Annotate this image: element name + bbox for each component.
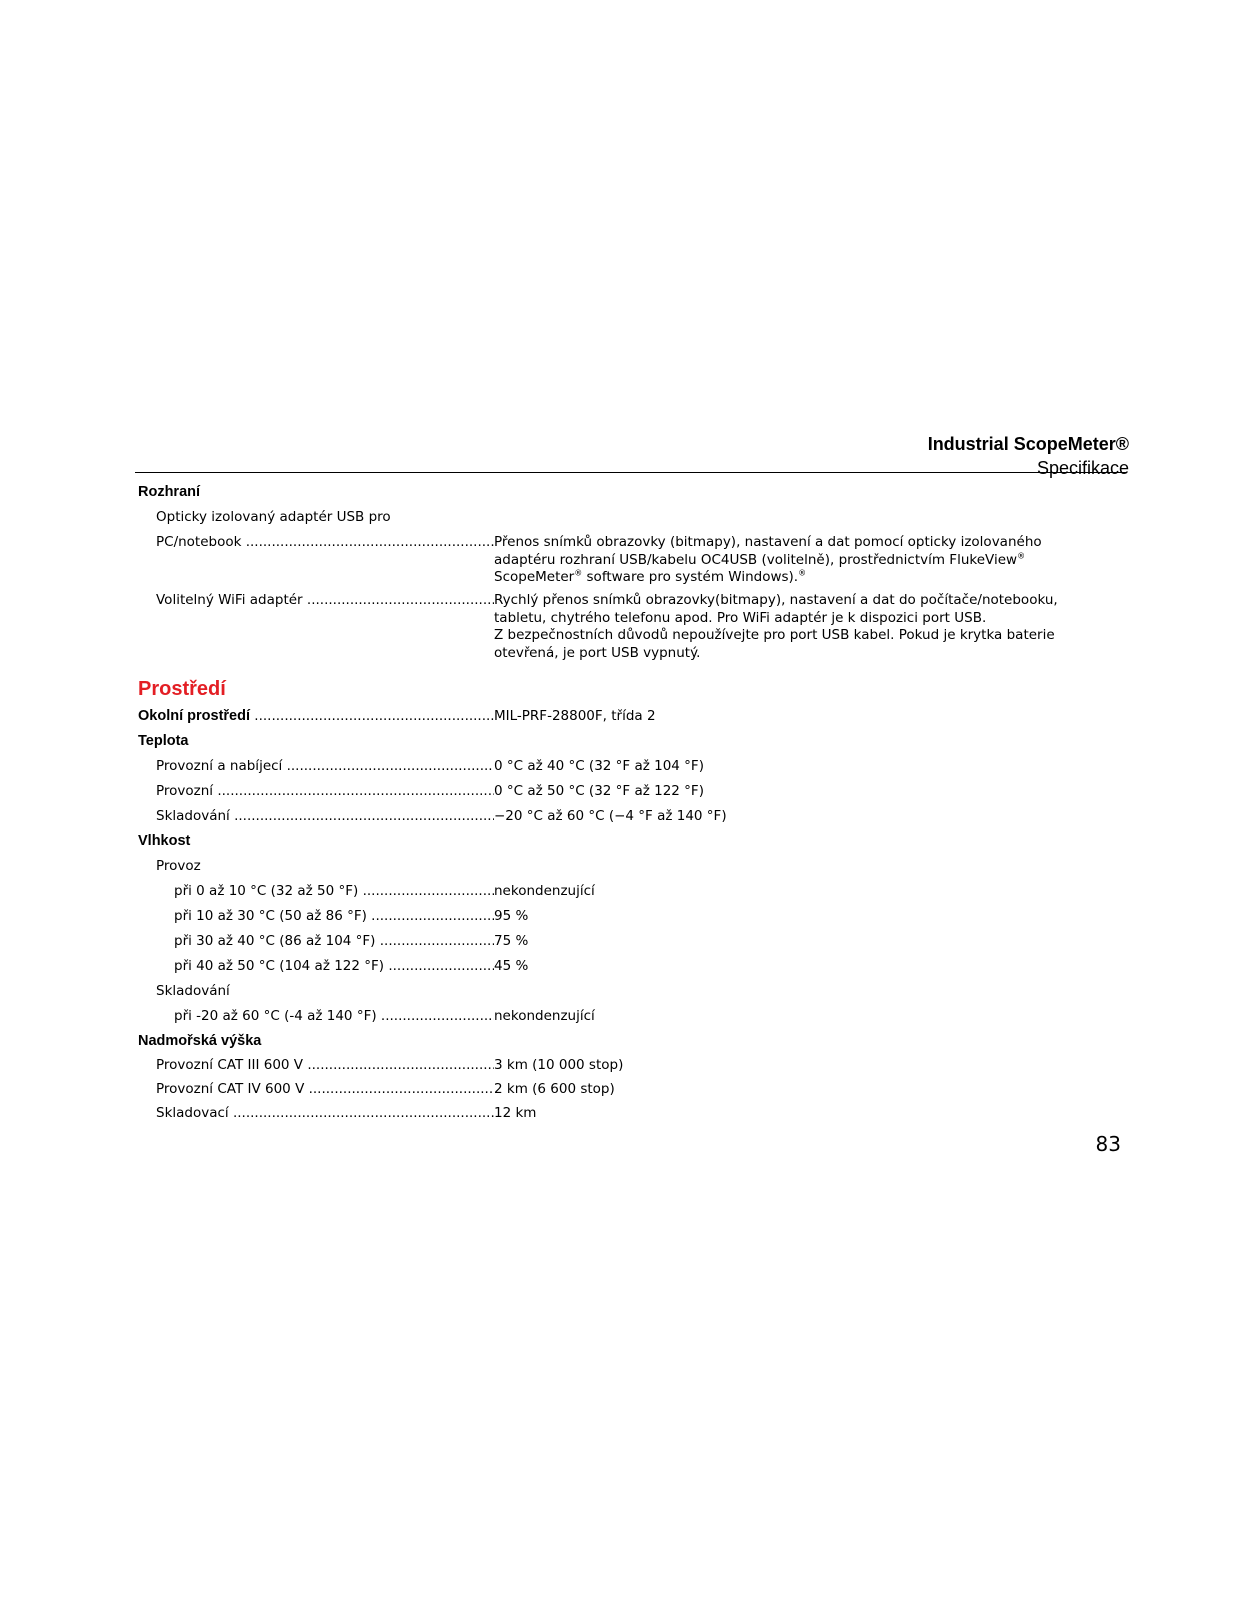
humidity-row: při 30 až 40 °C (86 až 104 °F) ..... 75 % <box>138 929 1108 954</box>
ambient-row <box>138 704 1108 729</box>
temp-row: Provozní a nabíjecí ..... 0 °C až 40 °C (32 °F až 104 °F) <box>138 754 1108 779</box>
temp-row: Provozní ..... 0 °C až 50 °C (32 °F až 122 °F) <box>138 779 1108 804</box>
section-title-interface: Rozhraní <box>138 484 201 500</box>
header-title: Industrial ScopeMeter® <box>927 434 1129 454</box>
temp-row: Skladování ..... −20 °C až 60 °C (−4 °F až 140 °F) <box>138 804 1108 829</box>
wifi-adapter-value: Rychlý přenos snímků obrazovky(bitmapy), nastavení a dat do počítače/notebooku, tabletu, chytrého telefonu apod. Pro WiFi adaptér je k dispozici port USB. Z bezpečnostních důvodů nepoužívejte pro port USB kabel. Pokud je krytka baterie otevřená, je port USB vypnutý. <box>494 592 1058 661</box>
page-number: 83 <box>1095 1132 1121 1156</box>
wifi-label: Volitelný WiFi adaptér <box>156 592 303 608</box>
header-subtitle: Specifikace <box>1036 458 1129 478</box>
altitude-row: Provozní CAT III 600 V ..... 3 km (10 000 stop) <box>138 1053 1108 1077</box>
humidity-operating-title: Provoz <box>156 858 201 874</box>
humidity-row: při 10 až 30 °C (50 až 86 °F) ..... 95 % <box>138 904 1108 929</box>
altitude-row: Provozní CAT IV 600 V ..... 2 km (6 600 stop) <box>138 1077 1108 1101</box>
altitude-title: Nadmořská výška <box>138 1033 262 1049</box>
humidity-row: při -20 až 60 °C (-4 až 140 °F) ..... nekondenzující <box>138 1004 1108 1029</box>
altitude-row: Skladovací ..... 12 km <box>138 1101 1108 1125</box>
usb-adapter-row <box>138 530 1108 584</box>
humidity-storage-title: Skladování <box>156 983 230 999</box>
usb-label-line2: PC/notebook <box>156 534 242 550</box>
section-heading-environment: Prostředí <box>138 678 226 700</box>
temperature-title: Teplota <box>138 733 189 749</box>
ambient-label: Okolní prostředí <box>138 708 250 724</box>
usb-adapter-value: Přenos snímků obrazovky (bitmapy), nastavení a dat pomocí opticky izolovaného adaptéru rozhraní USB/kabelu OC4USB (volitelně), prostřednictvím FlukeView® ScopeMeter® software pro systém Windows).® <box>494 534 1042 585</box>
humidity-row: při 40 až 50 °C (104 až 122 °F) ..... 45 % <box>138 954 1108 979</box>
humidity-row: při 0 až 10 °C (32 až 50 °F) ..... nekondenzující <box>138 879 1108 904</box>
ambient-value: MIL-PRF-28800F, třída 2 <box>494 708 656 724</box>
spec-content <box>138 480 1108 1125</box>
humidity-title: Vlhkost <box>138 833 191 849</box>
header-rule <box>135 472 1126 473</box>
usb-label-line1: Opticky izolovaný adaptér USB pro <box>156 509 391 525</box>
wifi-adapter-row <box>138 588 1108 668</box>
